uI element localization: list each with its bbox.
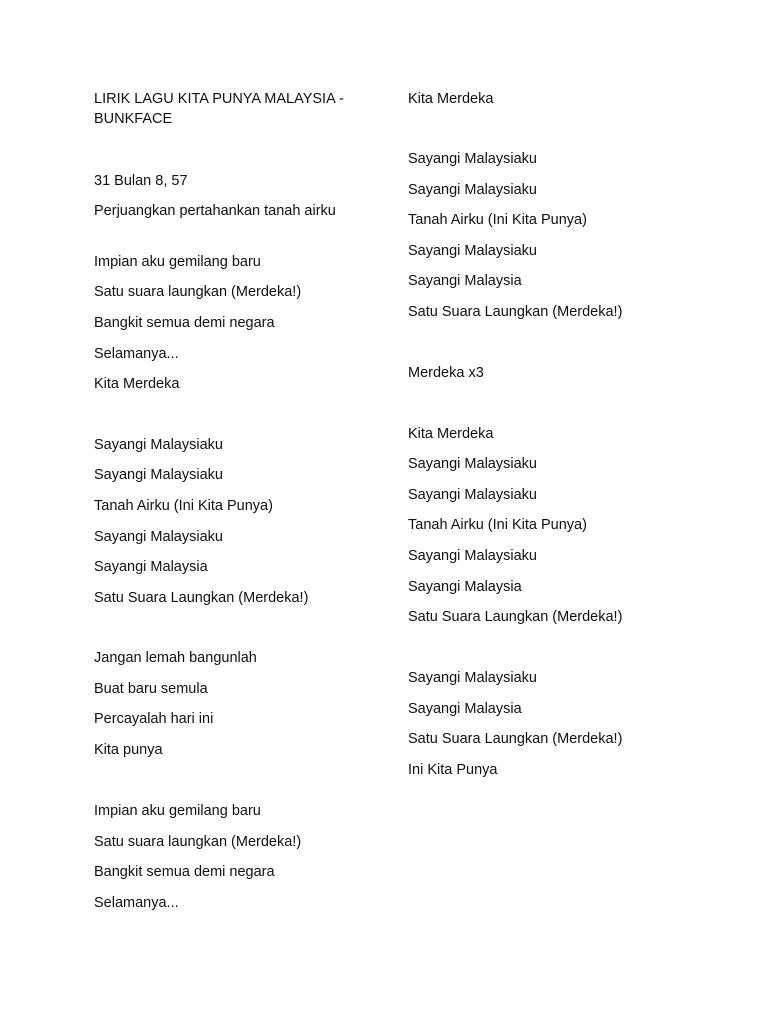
lyric-line: Sayangi Malaysia: [94, 559, 208, 575]
lyric-line: Bangkit semua demi negara: [94, 864, 275, 880]
lyric-line: Tanah Airku (Ini Kita Punya): [94, 498, 273, 514]
lyric-line: Merdeka x3: [408, 365, 484, 381]
lyric-line: Sayangi Malaysiaku: [94, 467, 223, 483]
lyric-line: Sayangi Malaysiaku: [408, 182, 537, 198]
lyric-line: Selamanya...: [94, 895, 179, 911]
lyric-line: Kita Merdeka: [94, 376, 180, 392]
lyric-line: Sayangi Malaysiaku: [408, 670, 537, 686]
lyric-line: Tanah Airku (Ini Kita Punya): [408, 517, 587, 533]
lyric-line: Satu suara laungkan (Merdeka!): [94, 834, 302, 850]
lyric-line: Satu suara laungkan (Merdeka!): [94, 284, 302, 300]
lyric-line: Impian aku gemilang baru: [94, 803, 261, 819]
lyric-line: Satu Suara Laungkan (Merdeka!): [408, 731, 623, 747]
lyric-line: Sayangi Malaysiaku: [408, 243, 537, 259]
lyric-line: Impian aku gemilang baru: [94, 254, 261, 270]
lyric-line: Sayangi Malaysiaku: [408, 151, 537, 167]
lyric-line: Sayangi Malaysia: [408, 273, 522, 289]
lyric-line: Jangan lemah bangunlah: [94, 650, 257, 666]
lyric-line: Sayangi Malaysiaku: [94, 529, 223, 545]
lyric-line: Percayalah hari ini: [94, 711, 214, 727]
lyric-line: Bangkit semua demi negara: [94, 315, 275, 331]
lyric-line: Buat baru semula: [94, 681, 208, 697]
document-title: LIRIK LAGU KITA PUNYA MALAYSIA - BUNKFACE: [94, 91, 344, 127]
lyric-line: Satu Suara Laungkan (Merdeka!): [408, 609, 623, 625]
lyric-line: Kita punya: [94, 742, 163, 758]
lyric-line: Ini Kita Punya: [408, 762, 498, 778]
lyric-line: Sayangi Malaysiaku: [408, 548, 537, 564]
lyric-line: Satu Suara Laungkan (Merdeka!): [408, 304, 623, 320]
lyric-line: Sayangi Malaysia: [408, 579, 522, 595]
lyric-line: 31 Bulan 8, 57: [94, 173, 188, 189]
lyric-line: Tanah Airku (Ini Kita Punya): [408, 212, 587, 228]
lyric-line: Kita Merdeka: [408, 91, 494, 107]
lyric-line: Kita Merdeka: [408, 426, 494, 442]
lyric-line: Sayangi Malaysiaku: [94, 437, 223, 453]
lyric-line: Sayangi Malaysia: [408, 701, 522, 717]
lyric-line: Perjuangkan pertahankan tanah airku: [94, 203, 336, 219]
lyric-line: Sayangi Malaysiaku: [408, 487, 537, 503]
lyric-line: Satu Suara Laungkan (Merdeka!): [94, 590, 309, 606]
lyric-line: Selamanya...: [94, 346, 179, 362]
lyric-line: Sayangi Malaysiaku: [408, 456, 537, 472]
